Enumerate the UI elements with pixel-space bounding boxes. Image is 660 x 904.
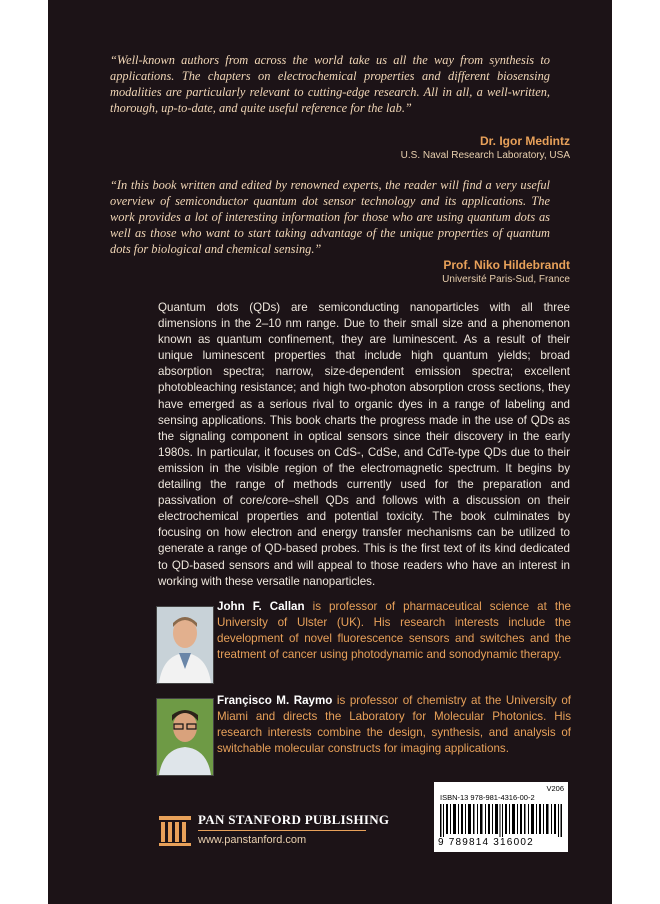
isbn-code: V206 (546, 784, 564, 793)
quote-author-hildebrandt: Prof. Niko Hildebrandt (443, 258, 570, 272)
isbn-digits: 9 789814 316002 (438, 837, 534, 848)
publisher-logo-icon (157, 812, 193, 848)
book-description: Quantum dots (QDs) are semiconducting nanoparticles with all three dimensions in the 2–10 nm range. Due to their small size and a phenomenon known as quantum confinement, they are luminescent. As a result of their unique luminescent properties that include high quantum yields; broad absorption spectra; narrow, size-dependent emission spectra; excellent photobleaching resistance; and high two-photon absorption cross sections, they have emerged as a serious rival to organic dyes in a range of labeling and sensing applications. This book charts the progress made in the use of QDs as the signaling component in optical sensors since their discovery in the early 1980s. In particular, it focuses on CdS-, CdSe, and CdTe-type QDs due to their emission in the visible region of the electromagnetic spectrum. It begins by detailing the range of methods currently used for the preparation and passivation of core/core–shell QDs and follows with a discussion on their electrochemical properties and potential toxicity. The book culminates by focusing on how electron and energy transfer mechanisms can be utilized to generate a range of QD-based probes. This is the first text of its kind dedicated to QD-based sensors and will appeal to those readers who have an interest in working with these versatile nanoparticles. (158, 301, 570, 588)
author-name-raymo: Françisco M. Raymo (217, 694, 333, 707)
isbn-label: ISBN-13 978-981-4316-00-2 (440, 793, 535, 802)
author-name-callan: John F. Callan (217, 600, 305, 613)
author-photo-callan (156, 606, 214, 684)
author-bio-callan (217, 599, 571, 663)
publisher-name: PAN STANFORD PUBLISHING (198, 812, 390, 827)
quote-affiliation-hildebrandt: Université Paris-Sud, France (442, 274, 570, 285)
author-bio-text-raymo: is professor of chemistry at the University of Miami and directs the Laboratory for Molecular Photonics. His research interests combine the design, synthesis, and analysis of switchable molecular constructs for imaging applications. (217, 694, 571, 756)
quote-medintz: “Well-known authors from across the world take us all the way from synthesis to applications. The chapters on electrochemical properties and different biosensing modalities are particularly relevant to cutting-edge research. All in all, a well-written, thorough, up-to-date, and quite useful reference for the lab.” (110, 53, 550, 115)
quote-affiliation-medintz: U.S. Naval Research Laboratory, USA (400, 150, 570, 161)
publisher-divider (198, 830, 366, 831)
author-bio-raymo (217, 693, 571, 757)
quote-author-medintz: Dr. Igor Medintz (480, 134, 570, 148)
author-photo-raymo (156, 698, 214, 776)
quote-hildebrandt: “In this book written and edited by renowned experts, the reader will find a very useful overview of semiconductor quantum dot sensor technology and its applications. The work provides a lot of interesting information for those who are using quantum dots as well as those who want to start taking advantage of the unique properties of quantum dots for biological and chemical sensing.” (110, 178, 550, 256)
publisher-url: www.panstanford.com (198, 834, 307, 846)
isbn-barcode-box (434, 782, 568, 852)
barcode-icon (440, 804, 562, 837)
author-bio-text-callan: is professor of pharmaceutical science at the University of Ulster (UK). His research interests include the development of novel fluorescence sensors and switches and the treatment of cancer using photodynamic and sonodynamic therapy. (217, 600, 571, 662)
